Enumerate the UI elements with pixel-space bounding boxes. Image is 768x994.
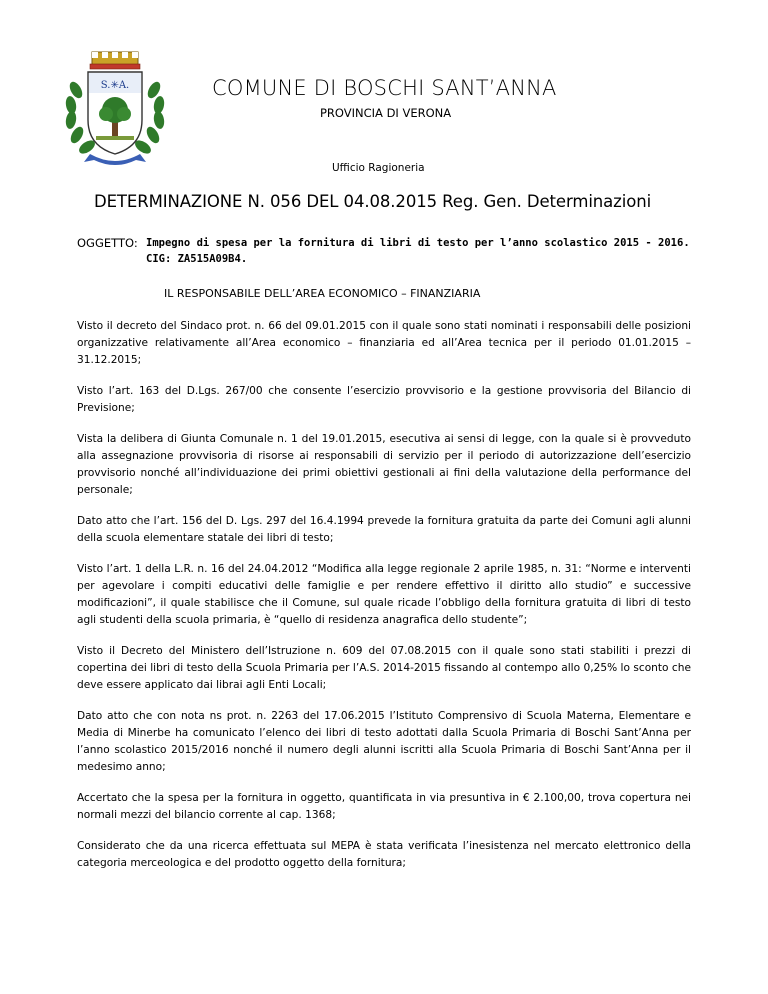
document-body [77, 318, 691, 886]
responsible-heading: IL RESPONSABILE DELL’AREA ECONOMICO – FINANZIARIA [164, 287, 481, 300]
paragraph: Visto l’art. 1 della L.R. n. 16 del 24.04.2012 “Modifica alla legge regionale 2 aprile 1985, n. 31: “Norme e interventi per agevolare i compiti educativi delle famiglie e per rendere effettivo il diritto allo studio” e successive modificazioni”, il quale stabilisce che il Comune, sul quale ricade l’obbligo della fornitura gratuita di libri di testo agli studenti della scuola primaria, è “quello di residenza anagrafica dello studente”; [77, 563, 691, 626]
paragraph: Vista la delibera di Giunta Comunale n. 1 del 19.01.2015, esecutiva ai sensi di legge, con la quale si è provveduto alla assegnazione provvisoria di risorse ai responsabili di servizio per il periodo di autorizzazione dell’esercizio provvisorio nonché all’individuazione dei primi obiettivi gestionali ai fini della valutazione della performance del personale; [77, 433, 691, 496]
crest-text: S.✳A. [100, 80, 130, 91]
paragraph: Visto l’art. 163 del D.Lgs. 267/00 che consente l’esercizio provvisorio e la gestione provvisoria del Bilancio di Previsione; [77, 385, 691, 414]
subject-cig: CIG: ZA515A09B4. [146, 253, 248, 265]
determination-title: DETERMINAZIONE N. 056 DEL 04.08.2015 Reg. Gen. Determinazioni [94, 192, 652, 211]
paragraph: Visto il decreto del Sindaco prot. n. 66 del 09.01.2015 con il quale sono stati nominati i responsabili delle posizioni organizzative relativamente all’Area economico – finanziaria ed all’Area tecnica per il periodo 01.01.2015 – 31.12.2015; [77, 320, 691, 366]
paragraph: Considerato che da una ricerca effettuata sul MEPA è stata verificata l’inesistenza nel mercato elettronico della categoria merceologica e del prodotto oggetto della fornitura; [77, 840, 691, 869]
paragraph: Visto il Decreto del Ministero dell’Istruzione n. 609 del 07.08.2015 con il quale sono stati stabiliti i prezzi di copertina dei libri di testo della Scuola Primaria per l’A.S. 2014-2015 fissando al contempo allo 0,25% lo sconto che deve essere applicato dai librai agli Enti Locali; [77, 645, 691, 691]
subject-label: OGGETTO: [77, 236, 138, 250]
paragraph: Dato atto che con nota ns prot. n. 2263 del 17.06.2015 l’Istituto Comprensivo di Scuola Materna, Elementare e Media di Minerbe ha comunicato l’elenco dei libri di testo adottati dalla Scuola Primaria di Boschi Sant’Anna per l’anno scolastico 2015/2016 nonché il numero degli alunni iscritti alla Scuola Primaria di Boschi Sant’Anna per il medesimo anno; [77, 710, 691, 773]
subject-line-1: Impegno di spesa per la fornitura di libri di testo per l’anno scolastico 2015 - 2016. [146, 237, 690, 249]
municipality-title: COMUNE DI BOSCHI SANT’ANNA [212, 76, 557, 100]
paragraph: Dato atto che l’art. 156 del D. Lgs. 297 del 16.4.1994 prevede la fornitura gratuita da parte dei Comuni agli alunni della scuola elementare statale dei libri di testo; [77, 515, 691, 544]
paragraph: Accertato che la spesa per la fornitura in oggetto, quantificata in via presuntiva in € 2.100,00, trova copertura nei normali mezzi del bilancio corrente al cap. 1368; [77, 792, 691, 821]
office-name: Ufficio Ragioneria [332, 162, 425, 174]
province-subtitle: PROVINCIA DI VERONA [320, 106, 452, 120]
municipal-crest-logo [62, 50, 168, 170]
